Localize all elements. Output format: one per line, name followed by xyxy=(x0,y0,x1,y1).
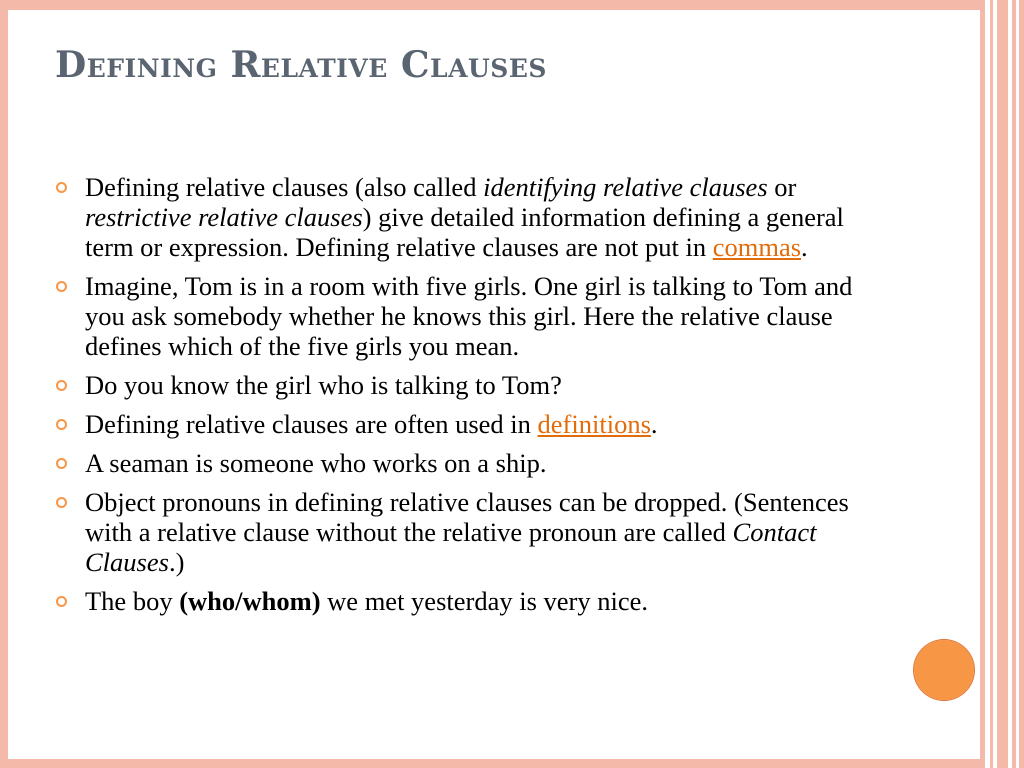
slide-right-stripes xyxy=(980,0,1024,768)
decorative-stripe xyxy=(1019,0,1024,768)
hollow-circle-icon xyxy=(56,380,67,391)
slide-border-left xyxy=(0,0,8,768)
bullet-italic-term: identifying relative clauses xyxy=(483,172,768,202)
list-item xyxy=(54,586,854,616)
decorative-stripe xyxy=(980,0,985,768)
slide-border-bottom xyxy=(0,759,1024,768)
hollow-circle-icon xyxy=(56,458,67,469)
bullet-text: .) xyxy=(168,547,185,577)
hollow-circle-icon xyxy=(56,596,67,607)
decorative-stripe xyxy=(1012,0,1016,768)
slide-border-top xyxy=(0,0,1024,10)
bullet-text: ) give detailed information defining a general term or expression. Defining relative clauses are not put in xyxy=(85,202,844,262)
bullet-bold-term: (who/whom) xyxy=(179,586,321,616)
bullet-list xyxy=(54,172,854,625)
hollow-circle-icon xyxy=(56,497,67,508)
bullet-italic-term: Contact Clauses xyxy=(85,517,817,577)
list-item xyxy=(54,172,854,262)
hollow-circle-icon xyxy=(56,419,67,430)
bullet-text: Defining relative clauses (also called xyxy=(85,172,484,202)
decorative-stripe xyxy=(997,0,1008,768)
list-item xyxy=(54,370,854,400)
bullet-text: . xyxy=(801,232,808,262)
bullet-text: we met yesterday is very nice. xyxy=(320,586,648,616)
decorative-stripe xyxy=(990,0,993,768)
bullet-italic-term: restrictive relative clauses xyxy=(85,202,363,232)
bullet-text: Defining relative clauses are often used in xyxy=(85,409,538,439)
hollow-circle-icon xyxy=(56,281,67,292)
list-item xyxy=(54,409,854,439)
bullet-text: Do you know the girl who is talking to Tom? xyxy=(85,370,562,400)
bullet-text: The boy xyxy=(85,586,180,616)
bullet-text: A seaman is someone who works on a ship. xyxy=(85,448,547,478)
bullet-text: Object pronouns in defining relative clauses can be dropped. (Sentences with a relative clause without the relative pronoun are called xyxy=(85,487,849,547)
bullet-text: . xyxy=(650,409,658,439)
commas-link[interactable]: commas xyxy=(712,232,802,262)
definitions-link[interactable]: definitions xyxy=(537,409,651,439)
bullet-text: Imagine, Tom is in a room with five girls. One girl is talking to Tom and you ask somebody whether he knows this girl. Here the relative clause defines which of the five girls you mean. xyxy=(85,271,853,361)
orange-circle-icon xyxy=(914,640,974,700)
slide-title: Defining Relative Clauses xyxy=(55,44,547,86)
list-item xyxy=(54,271,854,361)
list-item xyxy=(54,487,854,577)
list-item xyxy=(54,448,854,478)
bullet-text: or xyxy=(767,172,797,202)
hollow-circle-icon xyxy=(56,182,67,193)
